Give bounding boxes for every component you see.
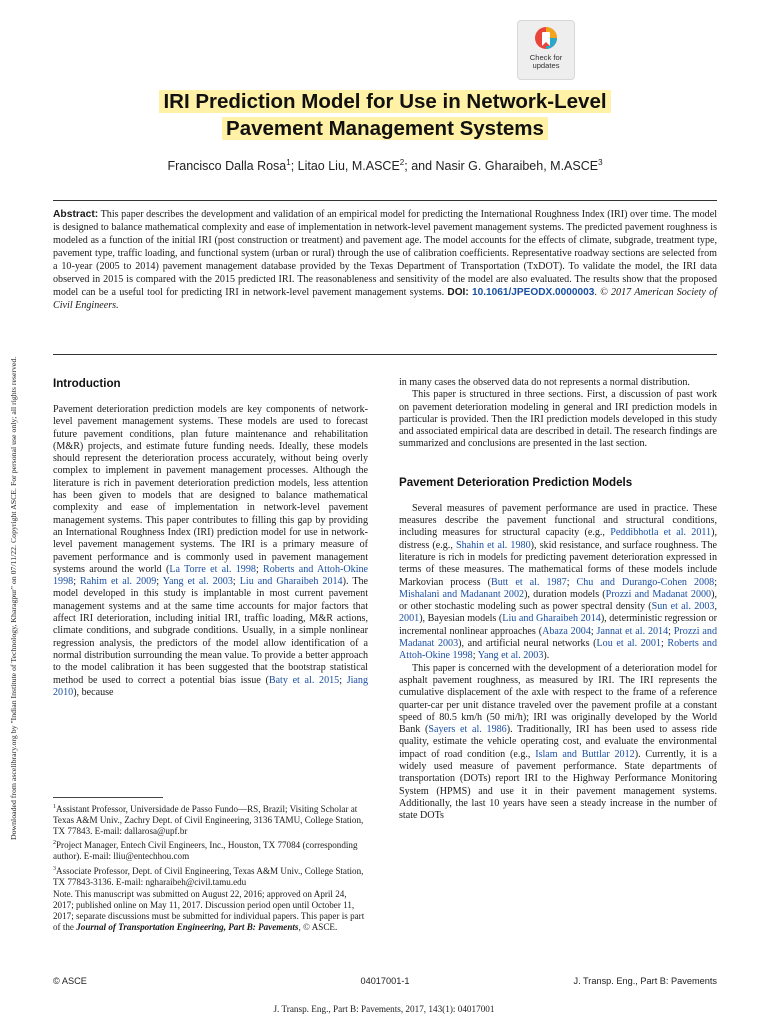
author-sep-1: ; [290, 159, 298, 174]
title-line-1: IRI Prediction Model for Use in Network-Level [159, 90, 610, 113]
abstract-end: . [594, 287, 601, 298]
author-1: Francisco Dalla Rosa [167, 159, 287, 174]
intro-sep-3: ; [156, 576, 163, 588]
ref-prozzi-2003[interactable]: Prozzi and Madanat 2003 [399, 625, 718, 650]
ref-jannat[interactable]: Jannat et al. 2014 [596, 625, 669, 637]
author-list [60, 158, 710, 173]
footnote-1-mark: 1 [53, 804, 56, 810]
author-3-affil: 3 [598, 158, 603, 167]
intro-sep-1: ; [255, 563, 264, 575]
abstract [53, 208, 717, 312]
ref-jiang[interactable]: Jiang 2010 [53, 674, 369, 698]
rt-3b: ). Traditionally, IRI has been used to assess ride quality, estimate the vehicle operating cost, and evaluate the environmental impact of road condition (e.g., [399, 724, 717, 760]
rt-i: ), Bayesian models ( [419, 613, 503, 625]
author-3: Nasir G. Gharaibeh, M.ASCE [435, 159, 599, 174]
author-sep-2: ; and [404, 159, 436, 174]
footnote-3-text: Associate Professor, Dept. of Civil Engineering, Texas A&M Univ., College Station, TX 77843-3136. E-mail: ngharaibeh@civil.tamu.edu [53, 865, 364, 887]
rt-m: ), and artificial neural networks ( [458, 638, 597, 650]
intro-paragraph [53, 404, 368, 699]
ref-roberts[interactable]: Roberts and Attoh-Okine 1998 [53, 563, 369, 588]
doi-link[interactable]: 10.1061/JPEODX.0000003 [471, 287, 595, 298]
left-column [53, 377, 368, 699]
rt-o: ; [472, 650, 478, 662]
section-heading-models: Pavement Deterioration Prediction Models [399, 475, 633, 489]
title-line-2: Pavement Management Systems [222, 117, 548, 140]
page-footer [53, 976, 717, 990]
intro-sep-2: ; [73, 576, 81, 588]
ref-mishalani[interactable]: Mishalani and Madanant 2002 [399, 588, 525, 600]
ref-abaza[interactable]: Abaza 2004 [542, 625, 591, 637]
ref-rahim[interactable]: Rahim et al. 2009 [80, 576, 157, 588]
iri-paragraph [399, 663, 717, 823]
manuscript-note [53, 889, 368, 933]
ref-sun-2003[interactable]: Sun et al. 2003 [651, 601, 715, 613]
ref-liu-gharaibeh[interactable]: Liu and Gharaibeh 2014 [239, 576, 343, 588]
footnote-2-mark: 2 [53, 840, 56, 847]
doi-label: DOI: [447, 287, 469, 298]
footnote-2-text: Project Manager, Entech Civil Engineers, Inc., Houston, TX 77084 (corresponding author). E-mail: lliu@entechhou.com [53, 840, 358, 862]
rt-j: ), deterministic regression or incremental nonlinear approaches ( [399, 613, 717, 637]
rt-k: ; [590, 625, 597, 637]
rt-3a: This paper is concerned with the development of a deterioration model for asphalt pavement roughness, as measured by IRI. The IRI represents the cumulative displacement of the axle with respect to the frame of a reference quarter-car per unit distance traveled over the pavement profile at a constant speed of 80.5 km/h (50 mi/h); IRI was originally developed by the World Bank ( [399, 662, 717, 736]
ref-roberts-right[interactable]: Roberts and Attoh-Okine 1998 [399, 638, 717, 662]
check-for-updates-badge[interactable] [517, 20, 575, 80]
footnote-rule [53, 797, 163, 798]
footnote-3 [53, 864, 368, 888]
rt-l: ; [668, 625, 674, 637]
structure-paragraph: This paper is structured in three sections. First, a discussion of past work on pavement deterioration modeling in general and IRI prediction models in particular is provided. Then the IRI prediction models developed in this study and associated empirical data are described in detail. The research findings are summarized and conclusions are presented in the last section. [399, 389, 717, 450]
ref-chu[interactable]: Chu and Durango-Cohen 2008 [576, 576, 715, 588]
ref-butt[interactable]: Butt et al. 1987 [490, 576, 567, 588]
ref-lou[interactable]: Lou et al. 2001 [596, 638, 661, 650]
intro-text-c: ), because [73, 686, 114, 698]
carryover-paragraph: in many cases the observed data do not represents a normal distribution. [399, 377, 690, 388]
abstract-copyright: © 2017 American Society of Civil Engineers. [53, 287, 717, 311]
ref-yang[interactable]: Yang et al. 2003 [162, 576, 233, 588]
badge-line-1: Check for [529, 53, 563, 62]
note-text-b: , © ASCE. [298, 922, 338, 933]
rt-e: ; [714, 576, 717, 588]
rt-h: , [714, 601, 717, 613]
rt-c: ), skid resistance, and surface roughness. The literature is rich in models for predicting pavement deterioration expressed in terms of these measures. The mathematical forms of these models include Markovian process ( [399, 539, 717, 588]
author-2-affil: 2 [399, 158, 405, 167]
footnote-3-mark: 3 [53, 865, 56, 872]
download-notice: Downloaded from ascelibrary.org by "Indian Institute of Technology, Kharagpur" on 07/11/22. Copyright ASCE. For personal use only; all rights reserved. [9, 356, 18, 840]
right-column [399, 377, 717, 823]
intro-sep-4: ; [232, 576, 240, 588]
rt-d: ; [566, 576, 577, 588]
ref-baty[interactable]: Baty et al. 2015 [268, 674, 340, 686]
ref-islam[interactable]: Islam and Buttlar 2012 [535, 748, 635, 760]
models-paragraph [399, 503, 717, 663]
intro-text-a: Pavement deterioration prediction models are key components of network-level pavement management systems. These models are used to forecast future pavement conditions, plan future maintenance and rehabilitation (M&R) projects, and estimate future funding needs. Ideally, these models should represent the deterioration process accurately, without being overly complex to implement in pavement management processes. Although the literature is rich in pavement deterioration prediction models, less attention has been given to models that are designed to balance mathematical complexity and ease of implementation in network-level pavement management systems. This paper contributes to filling this gap by providing an International Roughness Index (IRI) prediction model for use in network-level pavement management systems. The IRI is a primary measure of pavement performance and is commonly used in pavement management systems around the world ( [53, 404, 368, 575]
intro-text-b: ). The model developed in this study is implantable in most current pavement management systems and at the same time accounts for major factors that affect IRI deterioration, including initial IRI, traffic loading, M&R actions, climate conditions, and subgrade conditions. Usually, in a simple nonlinear regression analysis, the predictors of the model allow identification of a normal distribution surrounding the mean value. To provide a better approach to the model calibration it has been suggested that the bootstrap statistical method be used to correct a potential bias issue ( [53, 576, 369, 686]
ref-sun-2001[interactable]: 2001 [399, 613, 420, 625]
ref-shahin[interactable]: Shahin et al. 1980 [455, 539, 531, 551]
rt-n: ; [660, 638, 668, 650]
footer-copyright: © ASCE [53, 976, 87, 986]
rt-p: ). [543, 650, 550, 662]
citation-line: J. Transp. Eng., Part B: Pavements, 2017, 143(1): 04017001 [273, 1004, 495, 1014]
ref-sayers[interactable]: Sayers et al. 1986 [428, 724, 507, 736]
note-journal: Journal of Transportation Engineering, Part B: Pavements [76, 922, 299, 933]
ref-prozzi-2000[interactable]: Prozzi and Madanat 2000 [605, 588, 712, 600]
footer-page-id: 04017001-1 [360, 976, 410, 986]
footnotes [53, 802, 368, 933]
ref-liu-2014[interactable]: Liu and Gharaibeh 2014 [502, 613, 601, 625]
ref-yang-right[interactable]: Yang et al. 2003 [477, 650, 544, 662]
rt-b: ), distress (e.g., [399, 527, 717, 551]
note-text-a: Note. This manuscript was submitted on August 22, 2016; approved on April 24, 2017; published online on May 11, 2017. Discussion period open until October 11, 2017; separate discussions must be submitted for individual papers. This paper is part of the [53, 888, 365, 933]
intro-sep-6: ; [339, 674, 347, 686]
rt-g: ), or other stochastic modeling such as power spectral density ( [399, 588, 717, 613]
footer-journal: J. Transp. Eng., Part B: Pavements [573, 976, 717, 986]
abstract-body: This paper describes the development and validation of an empirical model for predicting the International Roughness Index (IRI) over time. The model is designed to balance mathematical complexity and ease of implementation in network-level pavement management systems. The predicted pavement roughness is modeled as a function of the initial IRI (post construction or treatment) and pavement age. The model accounts for the effects of climate, subgrade, treatment type, pavement type, traffic loading, and functional system (urban or rural) through the use of calibration coefficients. Representative roadway sections are selected from a 10-year (2005 to 2014) pavement management database provided by the Texas Department of Transportation (TxDOT). To validate the model, the IRI data observed in 2015 is compared with the 2015 predicted IRI. The reasonableness and sensitivity of the model are also evaluated. The results show that the proposed model can be a useful tool for predicting IRI in network-level pavement management systems. [53, 209, 717, 298]
abstract-label: Abstract: [53, 209, 99, 220]
abstract-rule-bottom [53, 354, 717, 355]
rt-a: Several measures of pavement performance are used in practice. These measures describe the pavement functional and structural conditions, including measures for structural capacity (e.g., [399, 502, 717, 539]
footnote-1-text: Assistant Professor, Universidade de Passo Fundo—RS, Brazil; Visiting Scholar at Texas A&M Univ., Zachry Dept. of Civil Engineering, 3136 TAMU, College Station, TX 77843. E-mail: dallarosa@upf.br [53, 804, 364, 837]
footnote-1 [53, 802, 368, 837]
paper-title [90, 88, 680, 142]
author-1-affil: 1 [286, 158, 291, 167]
ref-la-torre[interactable]: La Torre et al. 1998 [169, 563, 256, 575]
rt-f: ), duration models ( [524, 588, 606, 600]
abstract-rule-top [53, 200, 717, 201]
rt-3c: ). Currently, it is a widely used measure of pavement performance. State departments of transportation (DOTs) report IRI to the Highway Performance Monitoring System (HPMS) and use it in their pavement management systems. Additionally, the last 10 years have seen a steady increase in the number of state DOTs [399, 748, 717, 822]
badge-line-2: updates [532, 61, 560, 70]
intro-heading: Introduction [53, 377, 121, 390]
footnote-2 [53, 838, 368, 862]
author-2: Litao Liu, M.ASCE [297, 159, 400, 174]
ref-peddibhotla[interactable]: Peddibhotla et al. 2011 [610, 527, 712, 539]
check-for-updates-icon [534, 26, 558, 52]
